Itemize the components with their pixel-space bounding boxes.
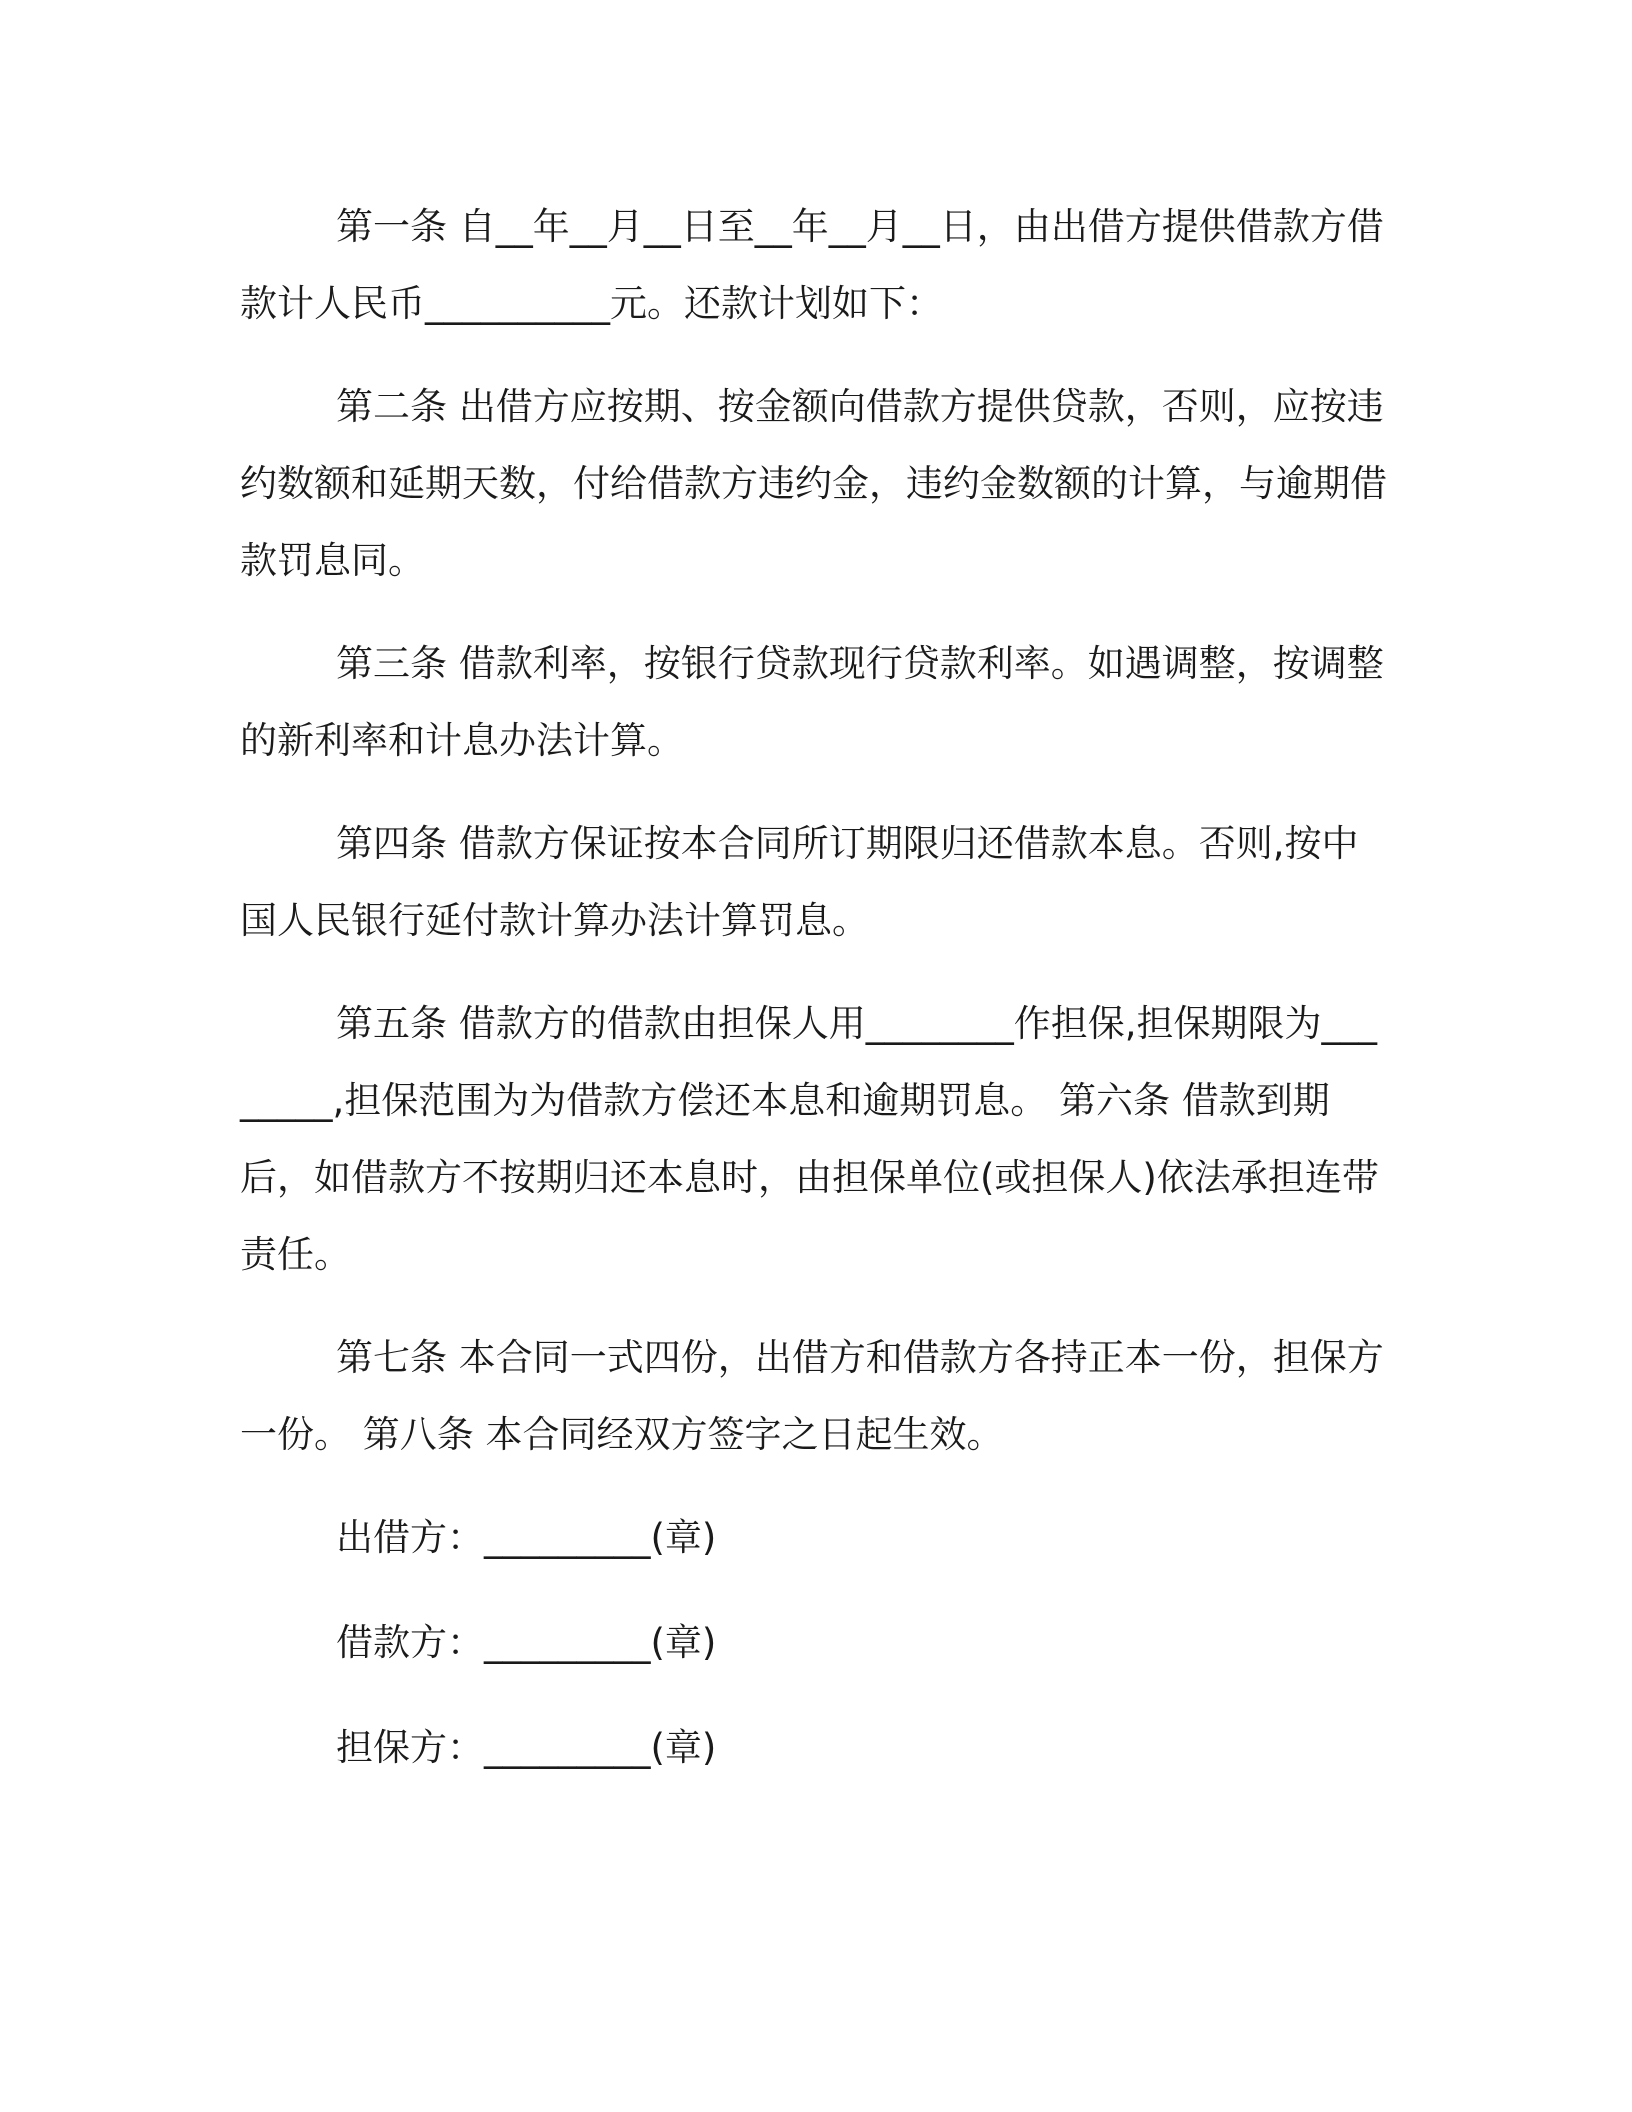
article-5-6: 第五条 借款方的借款由担保人用________作担保,担保期限为________,担保范围为为借款方偿还本息和逾期罚息。 第六条 借款到期后，如借款方不按期归还本息时，由担保单位(或担保人)依法承担连带责任。 bbox=[240, 1002, 1379, 1276]
signature-guarantor: 担保方：_________(章) bbox=[336, 1726, 717, 1769]
signature-lender: 出借方：_________(章) bbox=[336, 1516, 717, 1559]
article-4: 第四条 借款方保证按本合同所订期限归还借款本息。否则,按中国人民银行延付款计算办法计算罚息。 bbox=[240, 822, 1359, 942]
article-7-8: 第七条 本合同一式四份，出借方和借款方各持正本一份，担保方一份。 第八条 本合同经双方签字之日起生效。 bbox=[240, 1336, 1384, 1456]
article-1: 第一条 自__年__月__日至__年__月__日，由出借方提供借款方借款计人民币__________元。还款计划如下： bbox=[240, 205, 1384, 325]
article-2: 第二条 出借方应按期、按金额向借款方提供贷款，否则，应按违约数额和延期天数，付给借款方违约金，违约金数额的计算，与逾期借款罚息同。 bbox=[240, 385, 1387, 582]
signature-block bbox=[240, 1499, 1390, 1786]
article-3: 第三条 借款利率，按银行贷款现行贷款利率。如遇调整，按调整的新利率和计息办法计算。 bbox=[240, 642, 1384, 762]
signature-borrower: 借款方：_________(章) bbox=[336, 1621, 717, 1664]
contract-page bbox=[240, 188, 1390, 1786]
